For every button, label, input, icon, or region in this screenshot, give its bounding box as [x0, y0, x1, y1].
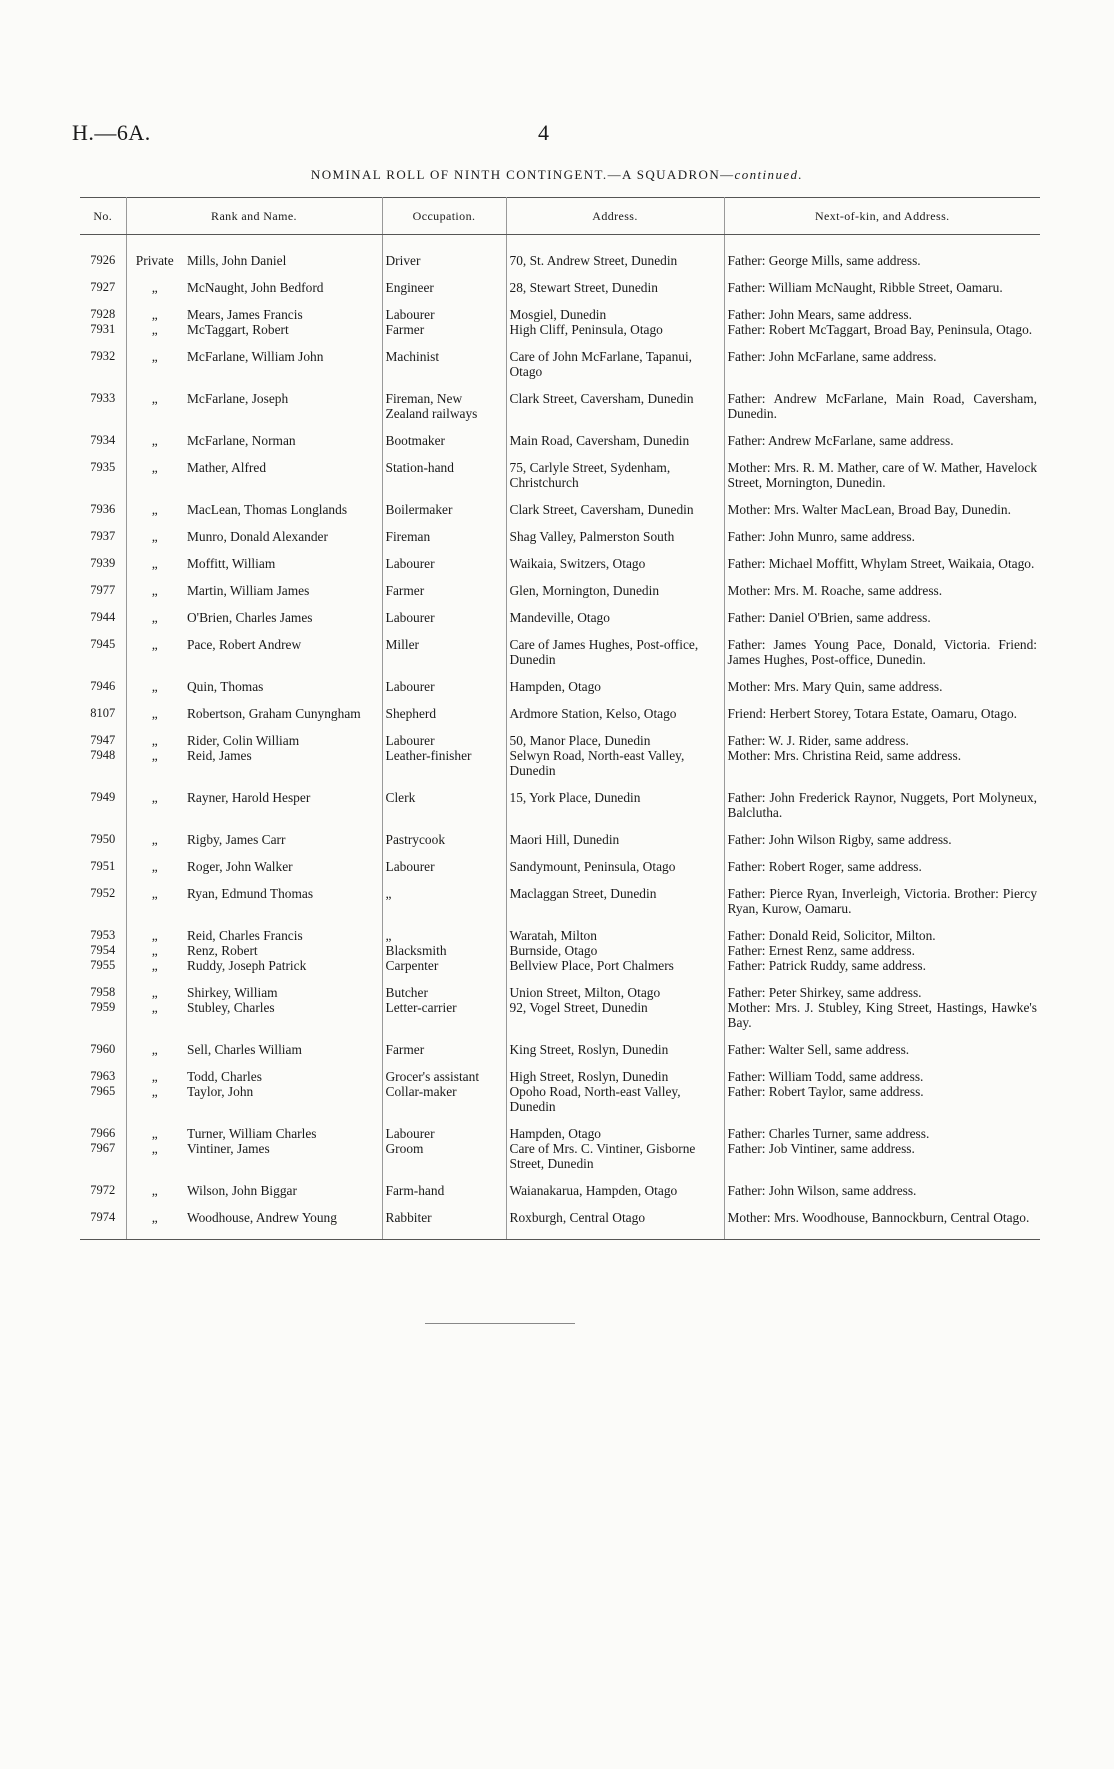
- cell-name: Wilson, John Biggar: [184, 1183, 382, 1210]
- table-row: [80, 391, 1040, 433]
- cell-occupation: Farmer: [382, 583, 506, 610]
- cell-rank: „: [151, 985, 158, 1000]
- cell-no: 7947: [80, 733, 126, 748]
- cell-no: 7965: [80, 1084, 126, 1126]
- table-row: [80, 1210, 1040, 1240]
- cell-occupation: Labourer: [382, 679, 506, 706]
- cell-name: Woodhouse, Andrew Young: [184, 1210, 382, 1240]
- cell-no: 7977: [80, 583, 126, 610]
- cell-next-of-kin: Father: William Todd, same address.: [727, 1069, 924, 1084]
- cell-address: Mosgiel, Dunedin: [506, 307, 724, 322]
- cell-no: 7974: [80, 1210, 126, 1240]
- cell-no: 7953: [80, 928, 126, 943]
- cell-name: MacLean, Thomas Longlands: [184, 502, 382, 529]
- table-row: [80, 886, 1040, 928]
- cell-name: Mills, John Daniel: [184, 253, 382, 280]
- cell-rank: „: [151, 460, 158, 475]
- table-row: [80, 706, 1040, 733]
- table-row: [80, 958, 1040, 985]
- cell-address: Clark Street, Caversham, Dunedin: [506, 391, 724, 433]
- cell-no: 7927: [80, 280, 126, 307]
- cell-occupation: Butcher: [382, 985, 506, 1000]
- cell-next-of-kin: Father: John McFarlane, same address.: [727, 349, 937, 364]
- table-row: [80, 943, 1040, 958]
- cell-name: Sell, Charles William: [184, 1042, 382, 1069]
- cell-rank: „: [151, 1000, 158, 1015]
- cell-address: Hampden, Otago: [506, 679, 724, 706]
- cell-next-of-kin: Mother: Mrs. J. Stubley, King Street, Hastings, Hawke's Bay.: [727, 1000, 1038, 1030]
- table-row: [80, 928, 1040, 943]
- cell-rank: „: [151, 748, 158, 763]
- cell-occupation: Farm-hand: [382, 1183, 506, 1210]
- cell-name: Mather, Alfred: [184, 460, 382, 502]
- cell-address: Waikaia, Switzers, Otago: [506, 556, 724, 583]
- table-row: [80, 529, 1040, 556]
- cell-occupation: Labourer: [382, 556, 506, 583]
- cell-occupation: Clerk: [382, 790, 506, 832]
- cell-address: Hampden, Otago: [506, 1126, 724, 1141]
- cell-name: Martin, William James: [184, 583, 382, 610]
- cell-next-of-kin: Father: Michael Moffitt, Whylam Street, Waikaia, Otago.: [727, 556, 1035, 571]
- end-rule: [425, 1323, 575, 1324]
- cell-occupation: Farmer: [382, 322, 506, 349]
- cell-next-of-kin: Mother: Mrs. Woodhouse, Bannockburn, Central Otago.: [724, 1210, 1040, 1240]
- table-row: [80, 1141, 1040, 1183]
- cell-rank: „: [151, 1084, 158, 1099]
- cell-address: King Street, Roslyn, Dunedin: [506, 1042, 724, 1069]
- cell-no: 7945: [80, 637, 126, 679]
- cell-rank: „: [151, 1069, 158, 1084]
- cell-no: 8107: [80, 706, 126, 733]
- cell-next-of-kin: Mother: Mrs. Mary Quin, same address.: [727, 679, 943, 694]
- cell-rank: „: [151, 832, 158, 847]
- cell-next-of-kin: Father: Daniel O'Brien, same address.: [727, 610, 931, 625]
- cell-name: Munro, Donald Alexander: [184, 529, 382, 556]
- cell-address: Care of James Hughes, Post-office, Dunedin: [506, 637, 724, 679]
- cell-name: Robertson, Graham Cunyngham: [184, 706, 382, 733]
- table-row: [80, 253, 1040, 280]
- cell-name: McNaught, John Bedford: [184, 280, 382, 307]
- cell-rank: „: [151, 502, 158, 517]
- cell-name: Reid, James: [184, 748, 382, 790]
- cell-address: 75, Carlyle Street, Sydenham, Christchurch: [506, 460, 724, 502]
- cell-occupation: Letter-carrier: [382, 1000, 506, 1042]
- cell-rank: „: [151, 1126, 158, 1141]
- cell-address: High Street, Roslyn, Dunedin: [506, 1069, 724, 1084]
- cell-next-of-kin: Father: Andrew McFarlane, same address.: [727, 433, 954, 448]
- cell-no: 7931: [80, 322, 126, 349]
- table-row: [80, 832, 1040, 859]
- table-row: [80, 1183, 1040, 1210]
- cell-address: Ardmore Station, Kelso, Otago: [506, 706, 724, 733]
- cell-no: 7936: [80, 502, 126, 529]
- cell-next-of-kin: Father: Pierce Ryan, Inverleigh, Victoria. Brother: Piercy Ryan, Kurow, Oamaru.: [727, 886, 1038, 916]
- cell-rank: „: [151, 556, 158, 571]
- column-header-next-of-kin: Next-of-kin, and Address.: [724, 198, 1040, 235]
- cell-next-of-kin: Father: Job Vintiner, same address.: [727, 1141, 915, 1156]
- cell-no: 7949: [80, 790, 126, 832]
- cell-address: Main Road, Caversham, Dunedin: [506, 433, 724, 460]
- cell-name: Mears, James Francis: [184, 307, 382, 322]
- cell-next-of-kin: Father: Donald Reid, Solicitor, Milton.: [727, 928, 936, 943]
- cell-name: Todd, Charles: [184, 1069, 382, 1084]
- cell-address: 50, Manor Place, Dunedin: [506, 733, 724, 748]
- cell-next-of-kin: Mother: Mrs. Walter MacLean, Broad Bay, Dunedin.: [727, 502, 1011, 517]
- cell-name: Turner, William Charles: [184, 1126, 382, 1141]
- cell-no: 7951: [80, 859, 126, 886]
- cell-no: 7946: [80, 679, 126, 706]
- cell-occupation: Fireman: [382, 529, 506, 556]
- cell-occupation: Machinist: [382, 349, 506, 391]
- cell-next-of-kin: Father: John Wilson, same address.: [727, 1183, 917, 1198]
- cell-no: 7944: [80, 610, 126, 637]
- cell-address: Roxburgh, Central Otago: [506, 1210, 724, 1240]
- cell-name: Rayner, Harold Hesper: [184, 790, 382, 832]
- table-row: [80, 1000, 1040, 1042]
- cell-occupation: Miller: [382, 637, 506, 679]
- cell-next-of-kin: Father: John Mears, same address.: [727, 307, 912, 322]
- cell-next-of-kin: Father: John Munro, same address.: [727, 529, 915, 544]
- cell-name: McFarlane, Joseph: [184, 391, 382, 433]
- cell-next-of-kin: Father: Robert Roger, same address.: [727, 859, 922, 874]
- cell-name: Ryan, Edmund Thomas: [184, 886, 382, 928]
- column-header-address: Address.: [506, 198, 724, 235]
- cell-address: Waianakarua, Hampden, Otago: [506, 1183, 724, 1210]
- cell-address: 15, York Place, Dunedin: [506, 790, 724, 832]
- cell-next-of-kin: Father: Ernest Renz, same address.: [727, 943, 915, 958]
- cell-rank: „: [151, 733, 158, 748]
- cell-occupation: Grocer's assistant: [382, 1069, 506, 1084]
- nominal-roll-table: [80, 197, 1040, 1240]
- cell-name: Quin, Thomas: [184, 679, 382, 706]
- cell-next-of-kin: Father: Robert McTaggart, Broad Bay, Peninsula, Otago.: [727, 322, 1033, 337]
- cell-occupation: „: [382, 928, 506, 943]
- table-row: [80, 679, 1040, 706]
- cell-occupation: Fireman, New Zealand railways: [382, 391, 506, 433]
- cell-no: 7937: [80, 529, 126, 556]
- cell-occupation: Labourer: [382, 733, 506, 748]
- cell-occupation: Station-hand: [382, 460, 506, 502]
- cell-name: Rigby, James Carr: [184, 832, 382, 859]
- cell-next-of-kin: Father: Charles Turner, same address.: [727, 1126, 930, 1141]
- table-row: [80, 637, 1040, 679]
- cell-next-of-kin: Father: John Frederick Raynor, Nuggets, Port Molyneux, Balclutha.: [727, 790, 1038, 820]
- table-row: [80, 460, 1040, 502]
- page-title: [0, 167, 1114, 183]
- cell-address: 28, Stewart Street, Dunedin: [506, 280, 724, 307]
- cell-occupation: Boilermaker: [382, 502, 506, 529]
- cell-rank: „: [151, 433, 158, 448]
- cell-no: 7935: [80, 460, 126, 502]
- table-row: [80, 859, 1040, 886]
- cell-rank: „: [151, 583, 158, 598]
- cell-address: Shag Valley, Palmerston South: [506, 529, 724, 556]
- title-main: NOMINAL ROLL OF NINTH CONTINGENT.—A SQUADRON—: [310, 167, 735, 182]
- table-row: [80, 322, 1040, 349]
- cell-next-of-kin: Father: W. J. Rider, same address.: [727, 733, 909, 748]
- table-header-row: [80, 198, 1040, 235]
- cell-address: Maclaggan Street, Dunedin: [506, 886, 724, 928]
- column-header-no: No.: [80, 198, 126, 235]
- cell-occupation: Labourer: [382, 859, 506, 886]
- table-row: [80, 433, 1040, 460]
- cell-name: Reid, Charles Francis: [184, 928, 382, 943]
- cell-address: Waratah, Milton: [506, 928, 724, 943]
- cell-rank: „: [151, 679, 158, 694]
- cell-address: 92, Vogel Street, Dunedin: [506, 1000, 724, 1042]
- cell-no: 7952: [80, 886, 126, 928]
- page-number: 4: [538, 120, 549, 145]
- cell-no: 7932: [80, 349, 126, 391]
- cell-address: High Cliff, Peninsula, Otago: [506, 322, 724, 349]
- cell-address: Care of John McFarlane, Tapanui, Otago: [506, 349, 724, 391]
- cell-no: 7958: [80, 985, 126, 1000]
- cell-occupation: Labourer: [382, 1126, 506, 1141]
- cell-next-of-kin: Father: Patrick Ruddy, same address.: [727, 958, 926, 973]
- cell-next-of-kin: Mother: Mrs. R. M. Mather, care of W. Mather, Havelock Street, Mornington, Dunedin.: [727, 460, 1038, 490]
- cell-address: Union Street, Milton, Otago: [506, 985, 724, 1000]
- table-row: [80, 349, 1040, 391]
- cell-occupation: Groom: [382, 1141, 506, 1183]
- cell-occupation: Carpenter: [382, 958, 506, 985]
- table-row: [80, 790, 1040, 832]
- table-row: [80, 748, 1040, 790]
- cell-address: Glen, Mornington, Dunedin: [506, 583, 724, 610]
- cell-rank: „: [151, 349, 158, 364]
- cell-occupation: Collar-maker: [382, 1084, 506, 1126]
- cell-address: Care of Mrs. C. Vintiner, Gisborne Street, Dunedin: [506, 1141, 724, 1183]
- cell-name: Renz, Robert: [184, 943, 382, 958]
- cell-rank: „: [151, 610, 158, 625]
- cell-rank: „: [151, 859, 158, 874]
- cell-no: 7963: [80, 1069, 126, 1084]
- cell-address: Opoho Road, North-east Valley, Dunedin: [506, 1084, 724, 1126]
- cell-occupation: Engineer: [382, 280, 506, 307]
- cell-occupation: Bootmaker: [382, 433, 506, 460]
- cell-next-of-kin: Friend: Herbert Storey, Totara Estate, Oamaru, Otago.: [727, 706, 1017, 721]
- cell-next-of-kin: Mother: Mrs. Christina Reid, same address.: [727, 748, 962, 763]
- cell-no: 7939: [80, 556, 126, 583]
- cell-rank: „: [151, 529, 158, 544]
- cell-next-of-kin: Father: Walter Sell, same address.: [727, 1042, 910, 1057]
- cell-name: Shirkey, William: [184, 985, 382, 1000]
- cell-next-of-kin: Mother: Mrs. M. Roache, same address.: [727, 583, 943, 598]
- cell-rank: „: [151, 391, 158, 406]
- cell-rank: „: [151, 706, 158, 721]
- cell-name: McTaggart, Robert: [184, 322, 382, 349]
- cell-next-of-kin: Father: George Mills, same address.: [727, 253, 921, 268]
- cell-name: Rider, Colin William: [184, 733, 382, 748]
- cell-name: Roger, John Walker: [184, 859, 382, 886]
- table-row: [80, 556, 1040, 583]
- cell-occupation: Blacksmith: [382, 943, 506, 958]
- column-header-occupation: Occupation.: [382, 198, 506, 235]
- cell-occupation: Labourer: [382, 307, 506, 322]
- table-row: [80, 1042, 1040, 1069]
- cell-occupation: Pastrycook: [382, 832, 506, 859]
- cell-next-of-kin: Father: John Wilson Rigby, same address.: [727, 832, 952, 847]
- cell-name: McFarlane, William John: [184, 349, 382, 391]
- cell-next-of-kin: Father: Robert Taylor, same address.: [727, 1084, 924, 1099]
- table-row: [80, 1126, 1040, 1141]
- cell-occupation: Leather-finisher: [382, 748, 506, 790]
- cell-no: 7934: [80, 433, 126, 460]
- cell-no: 7960: [80, 1042, 126, 1069]
- cell-no: 7972: [80, 1183, 126, 1210]
- cell-rank: „: [151, 637, 158, 652]
- cell-address: Selwyn Road, North-east Valley, Dunedin: [506, 748, 724, 790]
- cell-name: O'Brien, Charles James: [184, 610, 382, 637]
- cell-occupation: Shepherd: [382, 706, 506, 733]
- cell-rank: „: [151, 790, 158, 805]
- cell-address: 70, St. Andrew Street, Dunedin: [506, 253, 724, 280]
- cell-rank: „: [151, 1183, 158, 1198]
- cell-no: 7955: [80, 958, 126, 985]
- cell-address: Maori Hill, Dunedin: [506, 832, 724, 859]
- table-row: [80, 280, 1040, 307]
- table-body: [80, 235, 1040, 1240]
- cell-address: Bellview Place, Port Chalmers: [506, 958, 724, 985]
- cell-rank: „: [126, 1210, 184, 1240]
- cell-occupation: Farmer: [382, 1042, 506, 1069]
- cell-name: Vintiner, James: [184, 1141, 382, 1183]
- cell-no: 7933: [80, 391, 126, 433]
- table-row: [80, 502, 1040, 529]
- cell-rank: „: [151, 958, 158, 973]
- cell-next-of-kin: Father: James Young Pace, Donald, Victoria. Friend: James Hughes, Post-office, Dunedin.: [727, 637, 1038, 667]
- cell-rank: „: [151, 1141, 158, 1156]
- cell-no: 7966: [80, 1126, 126, 1141]
- cell-name: Taylor, John: [184, 1084, 382, 1126]
- table-row: [80, 583, 1040, 610]
- cell-rank: „: [151, 886, 158, 901]
- cell-occupation: Labourer: [382, 610, 506, 637]
- cell-next-of-kin: Father: Peter Shirkey, same address.: [727, 985, 922, 1000]
- cell-occupation: Driver: [382, 253, 506, 280]
- cell-rank: „: [151, 928, 158, 943]
- cell-rank: „: [151, 943, 158, 958]
- cell-no: 7950: [80, 832, 126, 859]
- cell-no: 7954: [80, 943, 126, 958]
- cell-no: 7926: [80, 253, 126, 280]
- table-row: [80, 1069, 1040, 1084]
- cell-name: Moffitt, William: [184, 556, 382, 583]
- cell-address: Mandeville, Otago: [506, 610, 724, 637]
- cell-name: McFarlane, Norman: [184, 433, 382, 460]
- title-suffix: continued.: [734, 167, 804, 182]
- cell-address: Clark Street, Caversham, Dunedin: [506, 502, 724, 529]
- cell-rank: „: [151, 322, 158, 337]
- cell-rank: „: [151, 280, 158, 295]
- table-row: [80, 1084, 1040, 1126]
- cell-no: 7948: [80, 748, 126, 790]
- cell-rank: „: [151, 1042, 158, 1057]
- cell-next-of-kin: Father: Andrew McFarlane, Main Road, Caversham, Dunedin.: [727, 391, 1038, 421]
- cell-address: Sandymount, Peninsula, Otago: [506, 859, 724, 886]
- table-row: [80, 307, 1040, 322]
- cell-rank: Private: [135, 253, 174, 268]
- column-header-rank-name: Rank and Name.: [126, 198, 382, 235]
- table-row: [80, 985, 1040, 1000]
- cell-occupation: „: [382, 886, 506, 928]
- cell-no: 7928: [80, 307, 126, 322]
- cell-occupation: Rabbiter: [382, 1210, 506, 1240]
- cell-no: 7967: [80, 1141, 126, 1183]
- cell-name: Ruddy, Joseph Patrick: [184, 958, 382, 985]
- cell-name: Stubley, Charles: [184, 1000, 382, 1042]
- document-reference: H.—6A.: [72, 120, 151, 145]
- table-row: [80, 610, 1040, 637]
- cell-next-of-kin: Father: William McNaught, Ribble Street, Oamaru.: [727, 280, 1003, 295]
- cell-rank: „: [151, 307, 158, 322]
- cell-name: Pace, Robert Andrew: [184, 637, 382, 679]
- cell-no: 7959: [80, 1000, 126, 1042]
- table-row: [80, 733, 1040, 748]
- cell-address: Burnside, Otago: [506, 943, 724, 958]
